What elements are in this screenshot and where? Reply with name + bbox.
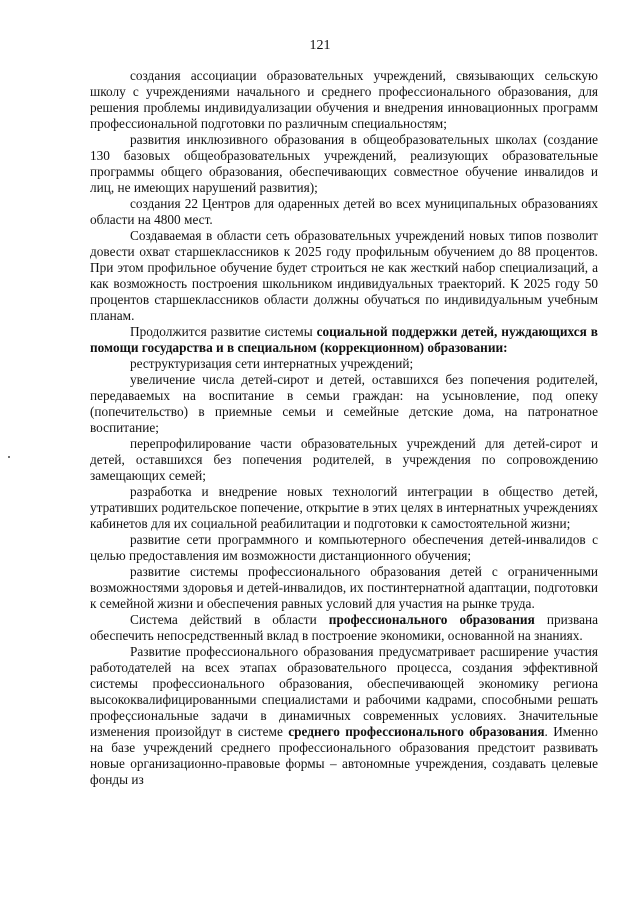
paragraph: перепрофилирование части образовательных учреждений для детей-сирот и детей, оставшихся без попечения родителей, в учреждения по сопровождению замещающих семей; (90, 436, 598, 483)
paragraph: создания 22 Центров для одаренных детей во всех муниципальных образованиях области на 4800 мест. (90, 196, 598, 227)
bold-term-secondary-professional-education: среднего профессионального образования (288, 724, 545, 739)
paragraph: развитие сети программного и компьютерного обеспечения детей-инвалидов с целью предоставления им возможности дистанционного обучения; (90, 532, 598, 563)
paragraph: развитие системы профессионального образования детей с ограниченными возможностями здоровья и детей-инвалидов, их постинтернатной адаптации, подготовки к семейной жизни и обеспечения равных условий для участия на рынке труда. (90, 564, 598, 611)
paragraph: разработка и внедрение новых технологий интеграции в общество детей, утративших родительское попечение, открытие в этих целях в интернатных учреждениях кабинетов для их социальной реабилитации и подготовки к самостоятельной жизни; (90, 484, 598, 531)
document-body (90, 68, 598, 788)
paragraph: развития инклюзивного образования в общеобразовательных школах (создание 130 базовых общеобразовательных учреждений, реализующих образовательные программы общего образования, обеспечивающих совместное обучение инвалидов и лиц, не имеющих нарушений развития); (90, 132, 598, 195)
bold-term-professional-education: профессионального образования (328, 612, 535, 627)
paragraph-text: . Именно на базе учреждений среднего профессионального образования предстоит развивать новые организационно-правовые формы – автономные учреждения, создавать целевые фонды из (90, 724, 598, 787)
paragraph: создания ассоциации образовательных учреждений, связывающих сельскую школу с учреждениями начального и среднего профессионального образования, для решения проблемы индивидуализации обучения и внедрения инновационных программ профессиональной подготовки по различным специальностям; (90, 68, 598, 131)
paragraph (90, 612, 598, 644)
paragraph (90, 324, 598, 356)
paragraph-text: Система действий в области (130, 612, 329, 627)
page-number: 121 (309, 38, 331, 53)
paragraph-text: Развитие профессионального образования предусматривает расширение участия работодателей на всех этапах образовательного процесса, создания эффективной системы профессионального образования, обеспечивающей экономику региона высококвалифицированными специалистами и рабочими кадрами, способными решать профессиональные задачи в динамичных современных условиях. Значительные изменения произойдут в системе (90, 644, 598, 739)
scan-artifact (8, 456, 10, 458)
paragraph-text: призвана обеспечить непосредственный вклад в построение экономики, основанной на знаниях. (90, 612, 598, 643)
paragraph: Создаваемая в области сеть образовательных учреждений новых типов позволит довести охват старшеклассников к 2025 году профильным обучением до 88 процентов. При этом профильное обучение будет строиться не как жесткий набор специализаций, а как возможность построения школьником индивидуальных траекторий. К 2025 году 50 процентов старшеклассников области должны обучаться по индивидуальным учебным планам. (90, 228, 598, 323)
paragraph: увеличение числа детей-сирот и детей, оставшихся без попечения родителей, передаваемых на воспитание в семьи граждан: на усыновление, под опеку (попечительство) в приемные семьи и семейные детские дома, на патронатное воспитание; (90, 372, 598, 435)
bold-heading-social-support: социальной поддержки детей, нуждающихся в помощи государства и в специальном (коррекционном) образовании: (90, 324, 598, 355)
paragraph (90, 644, 598, 788)
paragraph-text: Продолжится развитие системы (130, 324, 317, 339)
paragraph: реструктуризация сети интернатных учреждений; (130, 356, 414, 371)
